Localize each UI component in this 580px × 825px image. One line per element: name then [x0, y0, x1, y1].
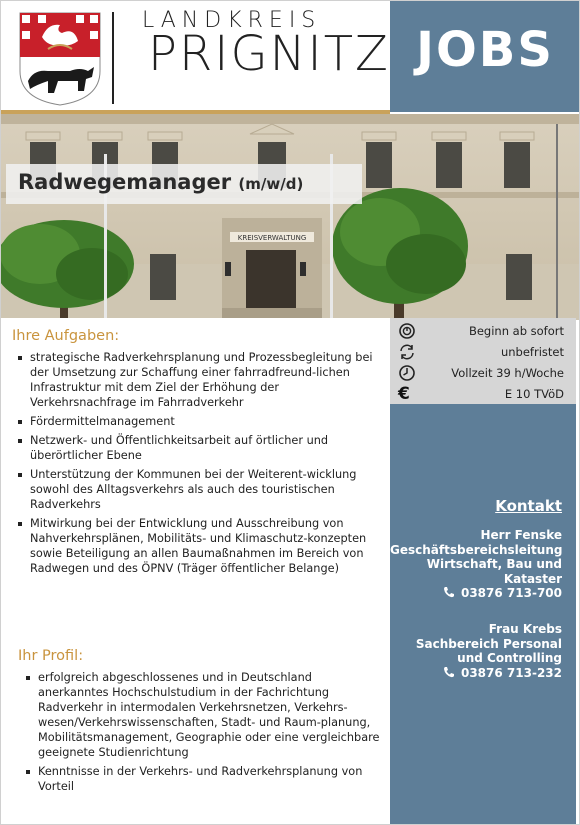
fact-duration: [398, 343, 570, 361]
building-illustration: [0, 114, 580, 320]
contact-dept-line: Wirtschaft, Bau und: [426, 557, 562, 571]
contact-dept-line: Geschäftsbereichsleitung: [390, 542, 563, 557]
fact-start-text: Beginn ab sofort: [468, 324, 564, 338]
logo-prignitz: PRIGNITZ: [148, 26, 390, 82]
jobs-panel: [390, 0, 580, 112]
fact-salary: [398, 385, 570, 403]
profile-item: Kenntnisse in der Verkehrs- und Radverkehrsplanung von Vorteil: [24, 764, 384, 794]
building-photo: [0, 114, 580, 320]
contact-dept-line: Sachbereich Personal: [415, 636, 562, 651]
fact-hours: [398, 364, 570, 382]
task-item: Mitwirkung bei der Entwicklung und Ausschreibung von Nahverkehrsplänen, Mobilitäts- und Klimaschutz-konzepten sowie Beteiligung an allen Baumaßnahmen im Bereich von Radwegen und des ÖPNV (Träger öffentlicher Belange): [16, 516, 386, 576]
contact-phone[interactable]: [390, 666, 562, 681]
phone-icon: [443, 586, 455, 598]
clock-icon: [398, 364, 416, 382]
fact-duration-text: unbefristet: [500, 345, 564, 359]
fact-start: [398, 322, 570, 340]
contact-dept-line: und Controlling: [457, 651, 562, 665]
contact-dept-line: Kataster: [503, 571, 562, 586]
euro-icon: €: [398, 384, 410, 404]
fact-salary-text: E 10 TVöD: [504, 387, 564, 401]
phone-icon: [443, 666, 455, 678]
task-item: Unterstützung der Kommunen bei der Weiterent-wicklung sowohl des Alltagsverkehrs als auch des touristischen Radverkehrs: [16, 467, 386, 512]
county-crest-logo: [18, 11, 102, 107]
job-title: [18, 170, 303, 194]
contact-person-2: [390, 622, 562, 680]
job-title-text: Radwegemanager: [18, 170, 232, 194]
contact-panel: [390, 404, 576, 825]
contact-person-1: [390, 528, 562, 601]
task-item: Netzwerk- und Öffentlichkeitsarbeit auf örtlicher und überörtlicher Ebene: [16, 433, 386, 463]
profile-item: erfolgreich abgeschlossenes und in Deutschland anerkanntes Hochschulstudium in der Fachrichtung Radverkehr in intermodalen Verkehrsnetzen, Verkehrs-wesen/Verkehrswissenschaften, Stadt- und Raum-planung, Mobilitätsmanagement, Geographie oder eine vergleichbare geeignete Studienrichtung: [24, 670, 384, 760]
logo-divider: [112, 12, 114, 104]
contact-name: Herr Fenske: [480, 528, 562, 542]
contact-phone-number: 03876 713-232: [460, 665, 562, 680]
jobs-title: JOBS: [416, 22, 554, 78]
contact-heading: Kontakt: [495, 497, 562, 515]
profile-heading: Ihr Profil:: [18, 648, 84, 664]
contact-phone-number: 03876 713-700: [460, 586, 562, 600]
task-item: strategische Radverkehrsplanung und Prozessbegleitung bei der Umsetzung zur Schaffung einer fahrradfreund-lichen Infrastruktur mit dem Ziel der Erhöhung der Verkehrsnachfrage im Fahrradverkehr: [16, 350, 386, 410]
logo-landkreis: LANDKREIS: [142, 8, 322, 33]
refresh-icon: [398, 343, 416, 361]
profile-list: [24, 670, 384, 798]
contact-phone[interactable]: [390, 586, 562, 601]
fact-hours-text: Vollzeit 39 h/Woche: [451, 366, 564, 380]
building-sign: KREISVERWALTUNG: [237, 234, 307, 242]
task-item: Fördermittelmanagement: [16, 414, 386, 429]
tasks-list: [16, 350, 386, 580]
contact-name: Frau Krebs: [488, 622, 562, 636]
tasks-heading: Ihre Aufgaben:: [12, 328, 120, 344]
job-title-gender: (m/w/d): [238, 175, 304, 193]
power-clock-icon: [398, 322, 416, 340]
